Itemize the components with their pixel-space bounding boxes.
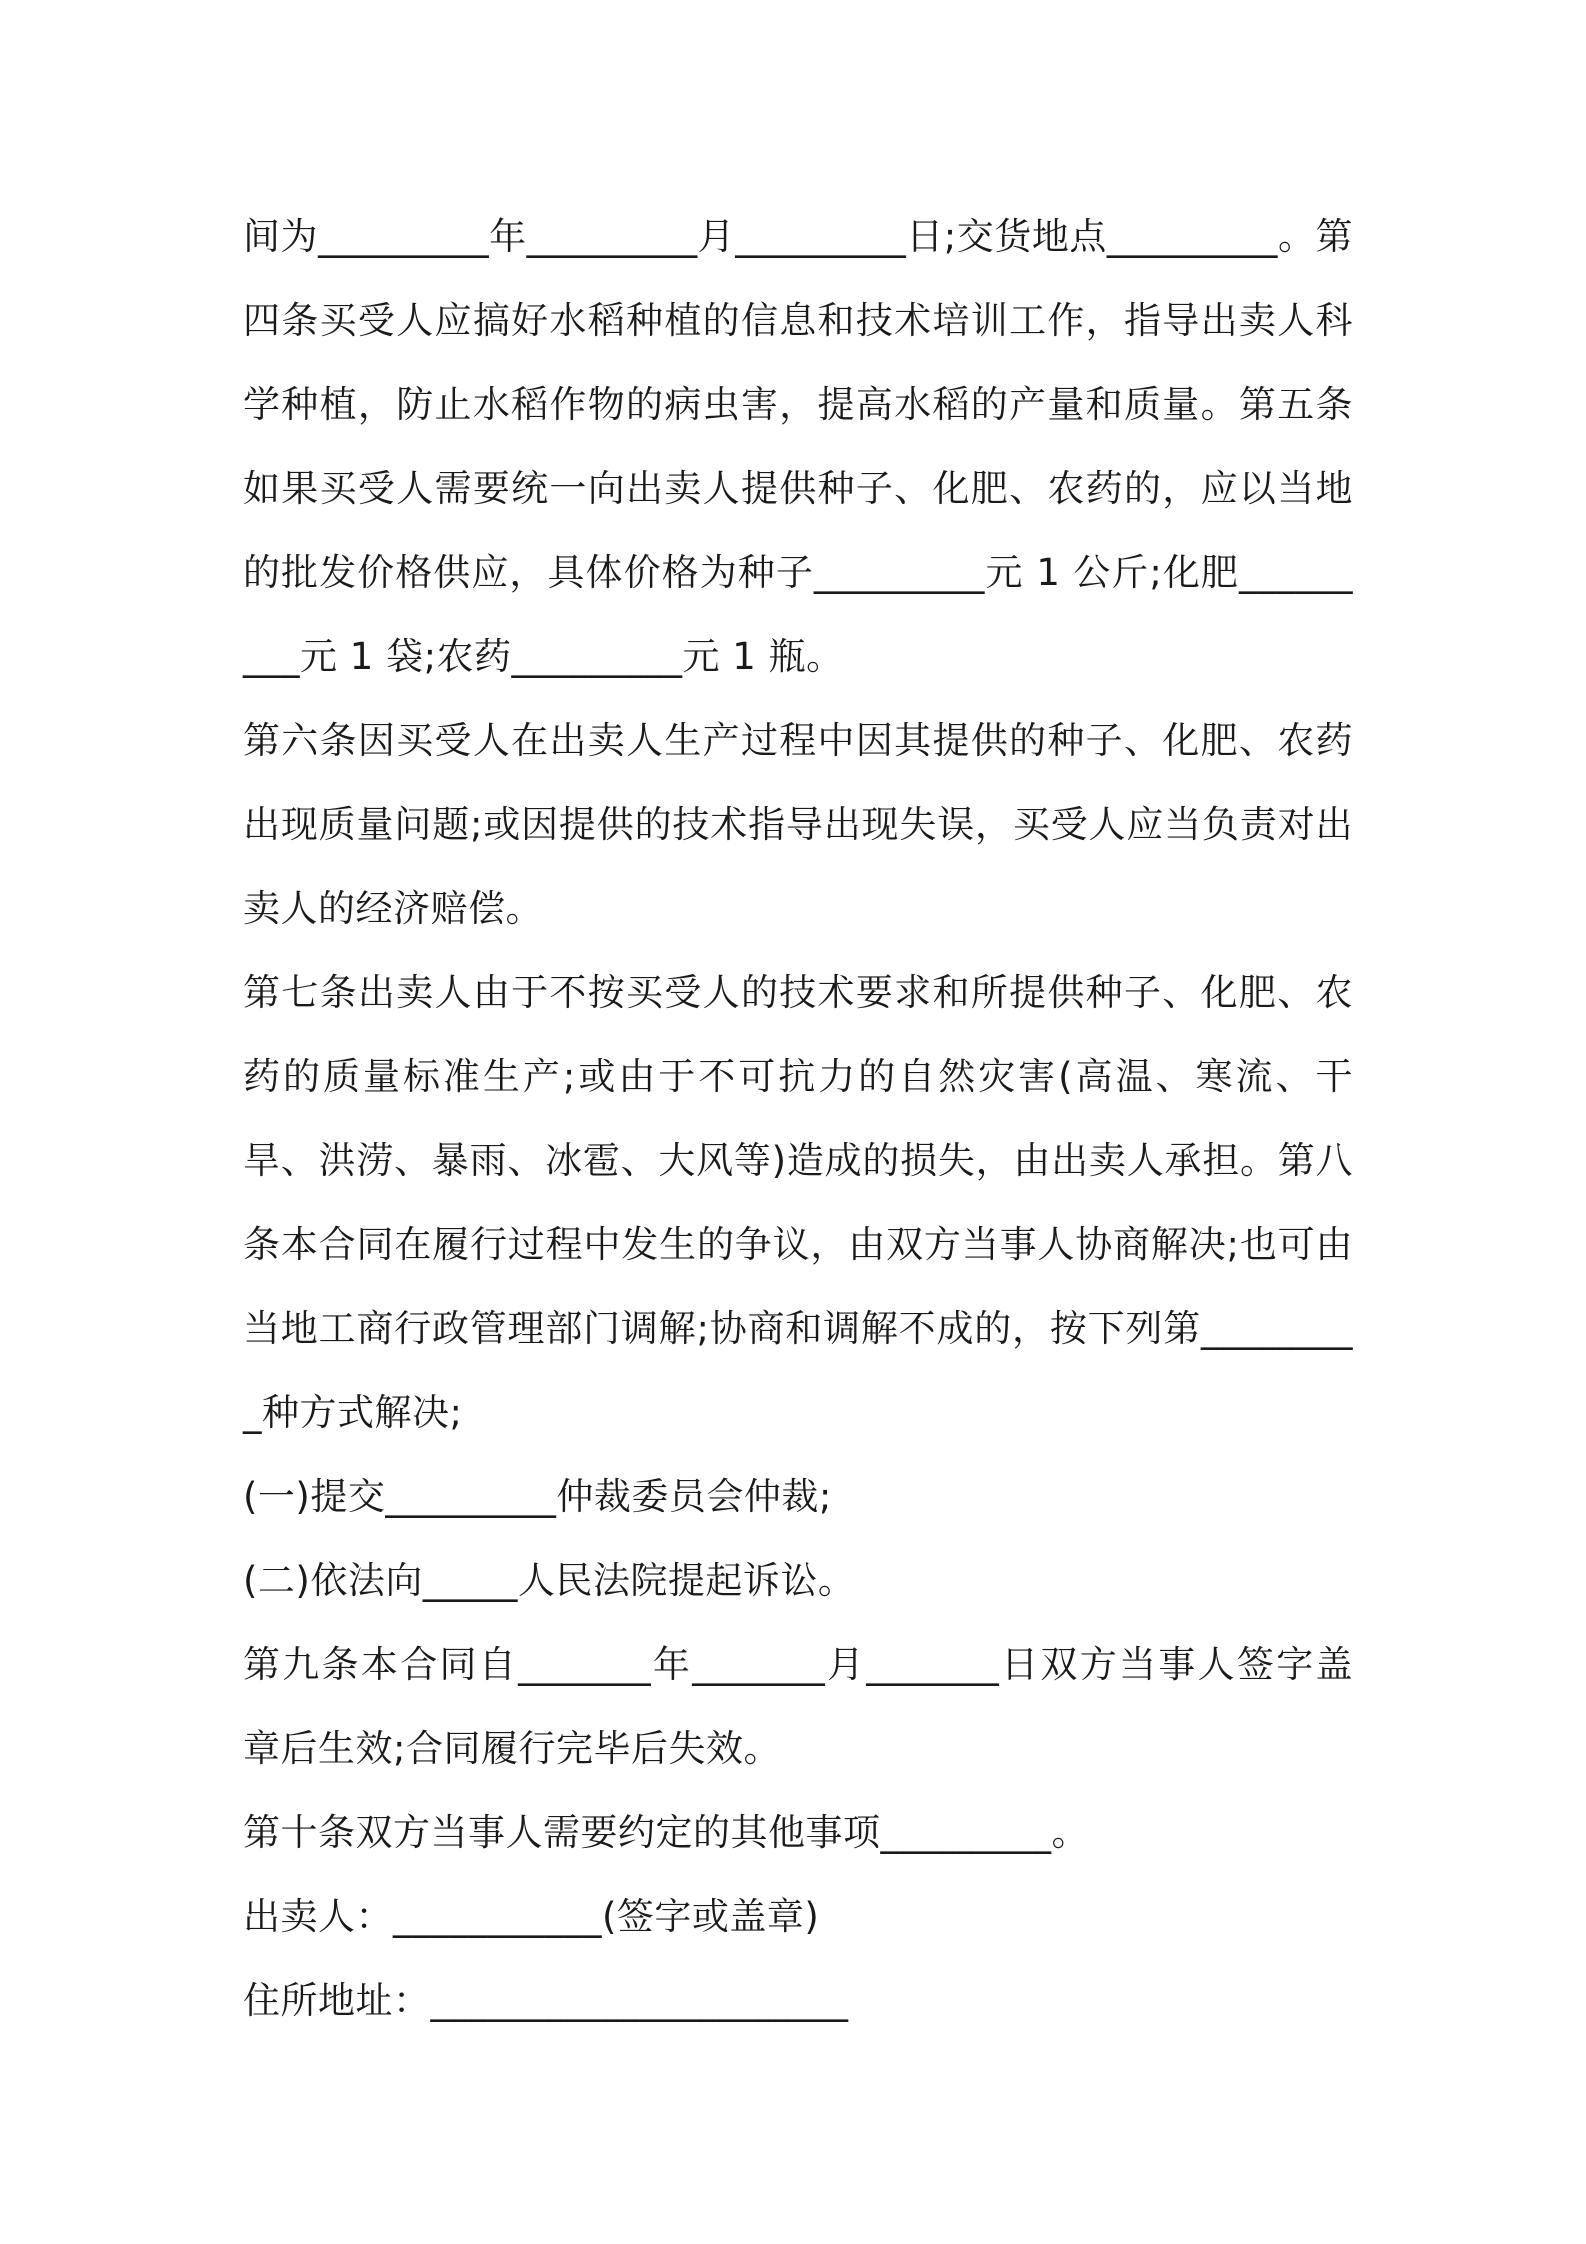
paragraph-article-10 bbox=[243, 1791, 1353, 1875]
paragraph-text: (二)依法向_____人民法院提起诉讼。 bbox=[243, 1559, 856, 1602]
paragraph-article-9 bbox=[243, 1623, 1353, 1791]
seller-address-line bbox=[243, 1959, 1353, 2043]
paragraph-articles-3-5 bbox=[243, 195, 1353, 699]
paragraph-text: 间为_________年_________月_________日;交货地点_________。第四条买受人应搞好水稻种植的信息和技术培训工作，指导出卖人科学种植，防止水稻作物的病虫害，提高水稻的产量和质量。第五条如果买受人需要统一向出卖人提供种子、化肥、农药的，应以当地的批发价格供应，具体价格为种子_________元 1 公斤;化肥_________元 1 袋;农药_________元 1 瓶。 bbox=[243, 215, 1353, 678]
paragraph-option-litigation bbox=[243, 1539, 1353, 1623]
seller-signature-line bbox=[243, 1875, 1353, 1959]
contract-page bbox=[243, 195, 1353, 2043]
paragraph-text: 出卖人：___________(签字或盖章) bbox=[243, 1895, 820, 1938]
paragraph-option-arbitration bbox=[243, 1455, 1353, 1539]
paragraph-text: 住所地址：______________________ bbox=[243, 1979, 849, 2022]
paragraph-text: 第九条本合同自_______年_______月_______日双方当事人签字盖章后生效;合同履行完毕后失效。 bbox=[243, 1643, 1353, 1770]
paragraph-text: 第七条出卖人由于不按买受人的技术要求和所提供种子、化肥、农药的质量标准生产;或由于不可抗力的自然灾害(高温、寒流、干旱、洪涝、暴雨、冰雹、大风等)造成的损失，由出卖人承担。第八条本合同在履行过程中发生的争议，由双方当事人协商解决;也可由当地工商行政管理部门调解;协商和调解不成的，按下列第_________种方式解决; bbox=[243, 971, 1353, 1434]
paragraph-text: 第十条双方当事人需要约定的其他事项_________。 bbox=[243, 1811, 1089, 1854]
paragraph-articles-7-8 bbox=[243, 951, 1353, 1455]
paragraph-text: (一)提交_________仲裁委员会仲裁; bbox=[243, 1475, 832, 1518]
paragraph-article-6 bbox=[243, 699, 1353, 951]
paragraph-text: 第六条因买受人在出卖人生产过程中因其提供的种子、化肥、农药出现质量问题;或因提供的技术指导出现失误，买受人应当负责对出卖人的经济赔偿。 bbox=[243, 719, 1353, 930]
